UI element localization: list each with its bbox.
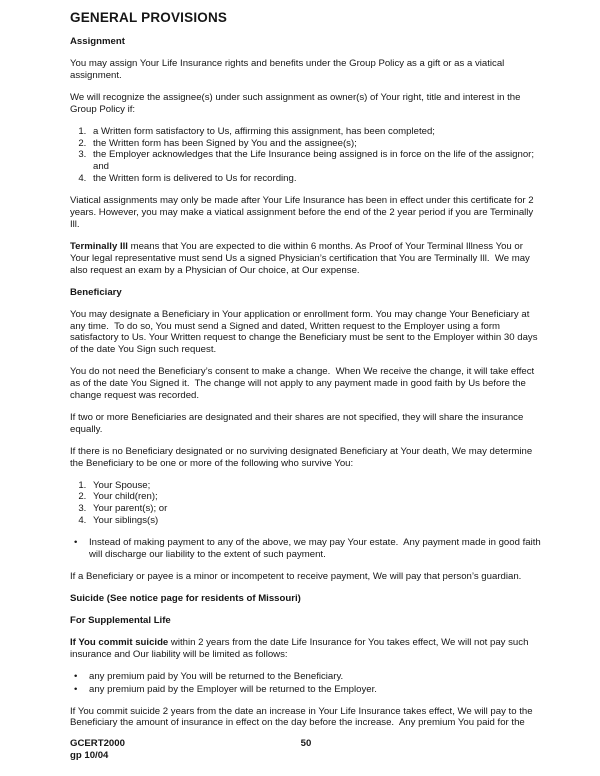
list-item: 4. Your siblings(s)	[89, 515, 542, 527]
document-content	[70, 10, 542, 762]
list-item: 1. Your Spouse;	[89, 480, 542, 492]
ordered-list	[70, 480, 542, 528]
paragraph: You may assign Your Life Insurance rights and benefits under the Group Policy as a gift or as a viatical assignment.	[70, 58, 507, 81]
paragraph: If there is no Beneficiary designated or no surviving designated Beneficiary at Your death, We may determine the Beneficiary to be one or more of the following who survive You:	[70, 445, 535, 469]
bullet-list	[70, 671, 542, 696]
section-heading: Suicide (See notice page for residents of Missouri)	[70, 592, 301, 604]
paragraph: If a Beneficiary or payee is a minor or incompetent to receive payment, We will pay that person’s guardian.	[70, 571, 522, 582]
page-title: GENERAL PROVISIONS	[70, 10, 228, 25]
list-item: 2. the Written form has been Signed by You and the assignee(s);	[89, 138, 542, 150]
section-heading: Assignment	[70, 36, 125, 47]
footer-form-number: GCERT2000	[70, 738, 125, 750]
ordered-list	[70, 126, 542, 186]
paragraph: We will recognize the assignee(s) under such assignment as owner(s) of Your right, title and interest in the Group Policy if:	[70, 91, 524, 115]
bullet-list	[70, 537, 542, 561]
list-item: 3. the Employer acknowledges that the Life Insurance being assigned is in force on the life of the assignor; and	[89, 149, 542, 173]
footer-revision: gp 10/04	[70, 750, 109, 762]
paragraph: If You commit suicide 2 years from the date an increase in Your Life Insurance takes effect, We will pay to the Beneficiary the amount of insurance in effect on the day before the increase. Any premium You paid for the	[70, 705, 536, 729]
bold-lead-in: Terminally Ill	[70, 240, 128, 252]
list-item: 4. the Written form is delivered to Us for recording.	[89, 173, 542, 185]
list-item: • any premium paid by the Employer will be returned to the Employer.	[89, 684, 542, 696]
list-item: • any premium paid by You will be returned to the Beneficiary.	[89, 671, 542, 683]
page-footer	[70, 738, 542, 762]
paragraph: You may designate a Beneficiary in Your application or enrollment form. You may change Your Beneficiary at any time. To do so, You must send a Signed and dated, Written request to the Employer using a form satisfactory to Us. Your Written request to change the Beneficiary must be sent to the Employer within 30 days of the date You Sign such request.	[70, 308, 541, 356]
paragraph: You do not need the Beneficiary’s consent to make a change. When We receive the change, it will take effect as of the date You Signed it. The change will not apply to any payment made in good faith by Us before the change request was recorded.	[70, 366, 537, 402]
bold-lead-in: If You commit suicide	[70, 636, 169, 648]
section-heading: For Supplemental Life	[70, 614, 171, 626]
paragraph: If You commit suicide within 2 years from the date Life Insurance for You takes effect, We will not pay such insurance and Our liability will be limited as follows:	[70, 636, 532, 660]
paragraph: If two or more Beneficiaries are designated and their shares are not specified, they will share the insurance equally.	[70, 411, 526, 435]
list-item: • Instead of making payment to any of the above, we may pay Your estate. Any payment made in good faith will discharge our liability to the extent of such payment.	[89, 537, 542, 561]
section-heading: Beneficiary	[70, 286, 122, 298]
paragraph: Terminally Ill means that You are expected to die within 6 months. As Proof of Your Terminal Illness You or Your legal representative must send Us a signed Physician’s certification that You are Terminally Ill. We may also request an exam by a Physician of Our choice, at Our expense.	[70, 240, 533, 276]
list-item: 2. Your child(ren);	[89, 491, 542, 503]
footer-page-number: 50	[300, 738, 312, 750]
document-body	[70, 36, 542, 729]
list-item: 1. a Written form satisfactory to Us, affirming this assignment, has been completed;	[89, 126, 542, 138]
list-item: 3. Your parent(s); or	[89, 503, 542, 515]
paragraph: Viatical assignments may only be made after Your Life Insurance has been in effect under this certificate for 2 years. However, you may make a viatical assignment before the end of the 2 year period if you are Terminally Ill.	[70, 195, 537, 230]
